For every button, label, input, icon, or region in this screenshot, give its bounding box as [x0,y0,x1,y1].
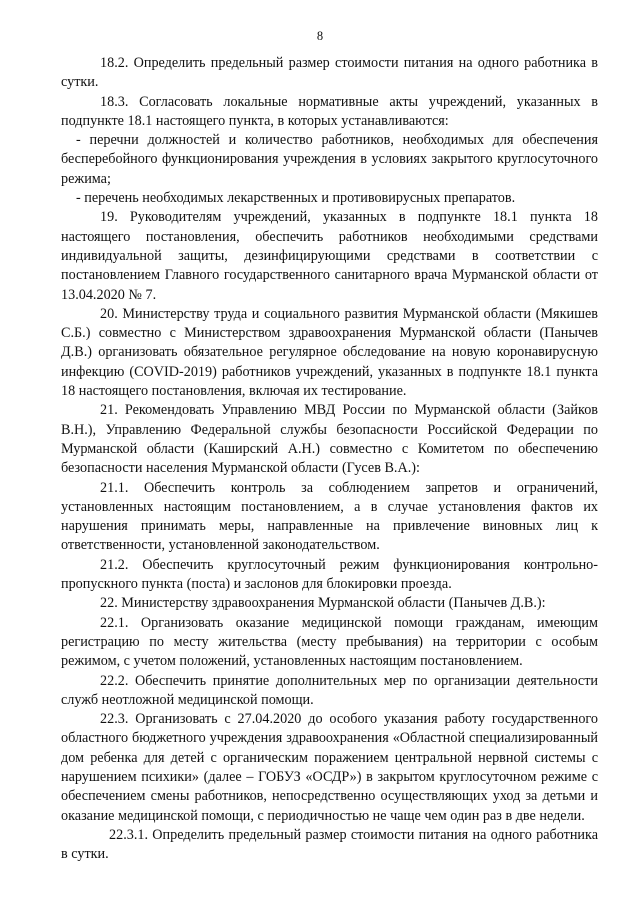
paragraph-18-3: 18.3. Согласовать локальные нормативные акты учреждений, указанных в подпункте 18.1 настоящего пункта, в которых устанавливаются: [61,93,598,129]
paragraph-21: 21. Рекомендовать Управлению МВД России по Мурманской области (Зайков В.Н.), Управлению Федеральной службы безопасности Российской Федерации по Мурманской области (Каширский А.Н.) совместно с Комитетом по обеспечению безопасности населения Мурманской области (Гусев В.А.): [61,402,598,477]
paragraph-22-2: 22.2. Обеспечить принятие дополнительных мер по организации деятельности служб неотложной медицинской помощи. [61,672,598,708]
document-body [61,54,598,864]
paragraph-20: 20. Министерству труда и социального развития Мурманской области (Мякишев С.Б.) совместно с Министерством здравоохранения Мурманской области (Панычев Д.В.) организовать обязательное регулярное обследование на новую коронавирусную инфекцию (COVID-2019) работников учреждений, указанных в подпункте 18.1 пункта 18 настоящего постановления, включая их тестирование. [61,305,598,400]
page-number: 8 [316,29,324,43]
paragraph-22-3-1: 22.3.1. Определить предельный размер стоимости питания на одного работника в сутки. [61,826,598,863]
paragraph-22: 22. Министерству здравоохранения Мурманской области (Панычев Д.В.): [100,595,546,612]
list-item-positions: - перечни должностей и количество работников, необходимых для обеспечения бесперебойного функционирования учреждения в условиях закрытого круглосуточного режима; [61,132,598,187]
paragraph-22-1: 22.1. Организовать оказание медицинской помощи гражданам, имеющим регистрацию по месту жительства (месту пребывания) на территории с особым режимом, с учетом положений, установленных настоящим постановлением. [61,614,598,670]
paragraph-18-2: 18.2. Определить предельный размер стоимости питания на одного работника в сутки. [61,55,598,91]
paragraph-21-2: 21.2. Обеспечить круглосуточный режим функционирования контрольно-пропускного пункта (поста) и заслонов для блокировки проезда. [61,556,598,593]
paragraph-21-1: 21.1. Обеспечить контроль за соблюдением запретов и ограничений, установленных настоящим постановлением, а в случае установления фактов их нарушения принимать меры, направленные на привлечение виновных лиц к ответственности, установленной законодательством. [61,479,598,554]
paragraph-22-3: 22.3. Организовать с 27.04.2020 до особого указания работу государственного областного бюджетного учреждения здравоохранения «Областной специализированный дом ребенка для детей с органическим поражением центральной нервной системы с нарушением психики» (далее – ГОБУЗ «ОСДР») в закрытом круглосуточном режиме с обеспечением смены работников, непосредственно осуществляющих уход за детьми и оказание медицинской помощи, с периодичностью не чаще чем один раз в две недели. [61,711,598,824]
list-item-medicines: - перечень необходимых лекарственных и противовирусных препаратов. [76,190,516,207]
paragraph-19: 19. Руководителям учреждений, указанных в подпункте 18.1 пункта 18 настоящего постановления, обеспечить работников необходимыми средствами индивидуальной защиты, дезинфицирующими средствами в соответствии с постановлением Главного государственного санитарного врача Мурманской области от 13.04.2020 № 7. [61,209,598,303]
